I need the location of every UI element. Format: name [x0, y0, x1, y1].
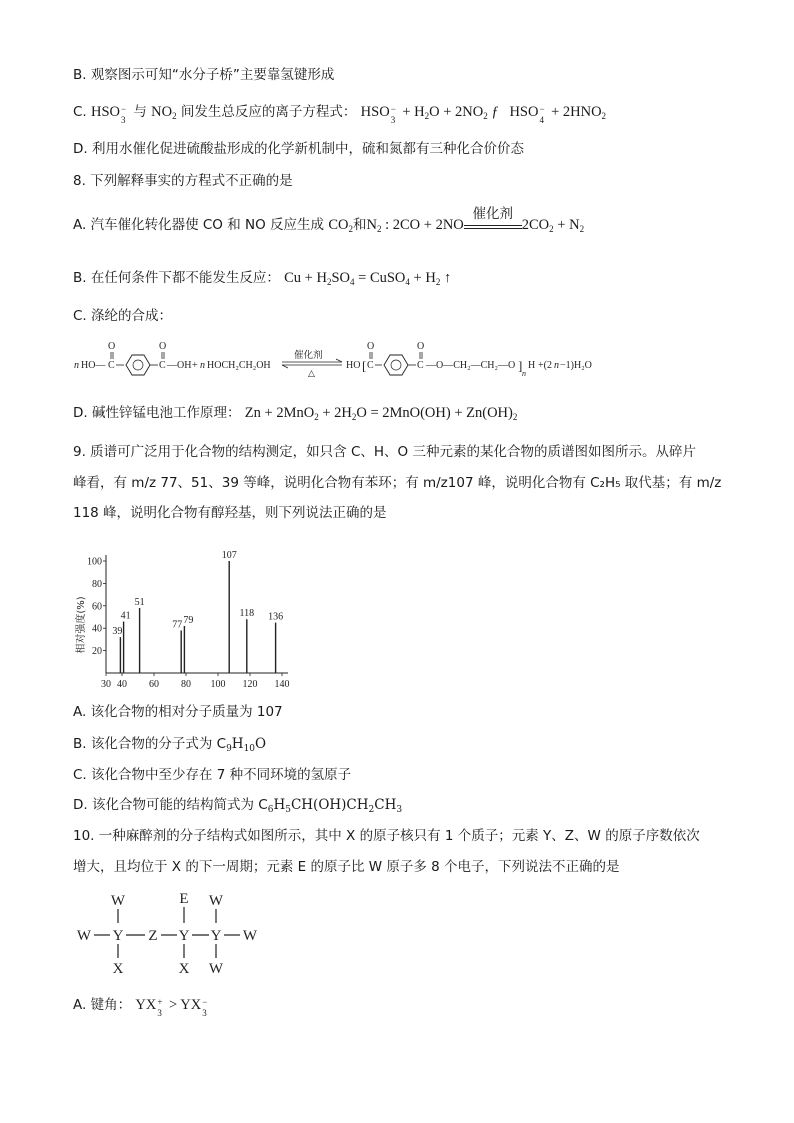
svg-text:催化剂: 催化剂: [294, 350, 323, 361]
q9-option-b: B. 该化合物的分子式为 $C_9H_{10}O$: [73, 736, 267, 754]
svg-text:H: H: [528, 360, 536, 371]
x-tick-label: 100: [210, 679, 226, 690]
x-tick-label: 60: [149, 679, 159, 690]
svg-text:E: E: [179, 891, 189, 907]
x-tick-label: 140: [274, 679, 290, 690]
peak-label-118: 118: [239, 608, 255, 620]
y-tick-label: 100: [87, 556, 102, 568]
q7-option-b: B. 观察图示可知“水分子桥”主要靠氢键形成: [73, 67, 335, 83]
svg-text:C: C: [367, 360, 374, 371]
svg-text:+: +: [192, 360, 198, 371]
svg-text:Y: Y: [178, 928, 190, 944]
svg-text:—O—CH₂—CH₂—O: —O—CH₂—CH₂—O: [426, 360, 516, 371]
y-axis-label: 相对强度(%): [76, 596, 87, 654]
peak-label-79: 79: [183, 614, 194, 626]
q9-option-d: D. 该化合物可能的结构简式为 $C_6H_5CH(OH)CH_2CH_3$: [73, 797, 403, 815]
q9-stem-line3: 118 峰，说明化合物有醇羟基，则下列说法正确的是: [73, 505, 387, 521]
q10-stem-line1: 10. 一种麻醉剂的分子结构式如图所示，其中 X 的原子核只有 1 个质子；元素 Y、Z、W 的原子序数依次: [73, 828, 700, 844]
svg-text:Y: Y: [210, 928, 222, 944]
svg-text:X: X: [178, 961, 190, 977]
svg-text:W: W: [208, 961, 224, 977]
q8-stem: 8. 下列解释事实的方程式不正确的是: [73, 173, 293, 189]
svg-text:Y: Y: [112, 928, 124, 944]
x-tick-label: 80: [181, 679, 191, 690]
q9-stem-line1: 9. 质谱可广泛用于化合物的结构测定，如只含 C、H、O 三种元素的某化合物的质谱图如图所示。从碎片: [73, 444, 696, 460]
svg-text:W: W: [242, 928, 258, 944]
svg-text:Z: Z: [148, 928, 158, 944]
svg-text:O: O: [159, 341, 167, 352]
q8-option-b: B. 在任何条件下都不能发生反应： $Cu + H_2SO_4$ = CuSO$_4$ + $H_2$ ↑: [73, 270, 452, 287]
svg-text:△: △: [308, 368, 315, 378]
peak-label-51: 51: [134, 597, 145, 609]
peak-label-136: 136: [268, 611, 284, 623]
svg-text:]: ]: [518, 358, 523, 373]
svg-text:W: W: [76, 928, 92, 944]
svg-text:X: X: [112, 961, 124, 977]
peak-label-77: 77: [172, 619, 183, 631]
q8-option-d: D. 碱性锌锰电池工作原理： $Zn + 2MnO_2 + 2H_2O = 2MnO(OH) + Zn(OH)_2$: [73, 405, 518, 422]
svg-text:C: C: [417, 360, 424, 371]
svg-text:C: C: [159, 360, 166, 371]
svg-text:O: O: [108, 341, 116, 352]
y-tick-label: 40: [92, 623, 102, 635]
x-tick-label: 40: [117, 679, 127, 690]
x-tick-label: 120: [242, 679, 258, 690]
q7-option-c: C. HSO − 3 与 $NO_2$ 间发生总反应的离子方程式： HSO − 3 + $H_2O + 2NO_2$ ƒ HSO − 4 + $2HNO_2$: [73, 104, 607, 125]
q9-option-a: A. 该化合物的相对分子质量为 107: [73, 704, 283, 720]
peak-label-41: 41: [120, 610, 131, 622]
y-tick-label: 80: [92, 578, 102, 590]
svg-text:—OH: —OH: [167, 360, 192, 371]
svg-text:HO—: HO—: [81, 360, 106, 371]
svg-text:[: [: [362, 358, 367, 373]
svg-text:n: n: [554, 360, 559, 371]
anesthetic-structure-diagram: [70, 885, 280, 980]
svg-text:HO: HO: [346, 360, 361, 371]
svg-text:O: O: [417, 341, 425, 352]
svg-text:n: n: [74, 360, 79, 371]
q9-option-c: C. 该化合物中至少存在 7 种不同环境的氢原子: [73, 767, 352, 783]
q10-option-a: A. 键角： YX + 3 > YX − 3: [73, 997, 208, 1018]
svg-text:C: C: [108, 360, 115, 371]
peak-label-39: 39: [112, 626, 123, 638]
peak-label-107: 107: [221, 550, 237, 561]
svg-text:+(2: +(2: [538, 360, 552, 371]
svg-text:n: n: [522, 369, 526, 378]
polyester-synthesis-equation: [70, 336, 710, 386]
svg-text:n: n: [200, 360, 205, 371]
y-tick-label: 20: [92, 646, 102, 658]
x-tick-label: 30: [101, 679, 111, 690]
catalyst-condition: 催化剂: [464, 218, 522, 229]
svg-text:W: W: [208, 893, 224, 909]
q9-stem-line2: 峰看，有 m/z 77、51、39 等峰，说明化合物有苯环；有 m/z107 峰，说明化合物有 C₂H₅ 取代基；有 m/z: [73, 475, 722, 491]
svg-text:O: O: [367, 341, 375, 352]
svg-text:W: W: [110, 893, 126, 909]
svg-text:HOCH₂CH₂OH: HOCH₂CH₂OH: [207, 360, 271, 371]
svg-text:−1)H₂O: −1)H₂O: [560, 360, 592, 371]
y-tick-label: 60: [92, 601, 102, 613]
q8-option-c: C. 涤纶的合成：: [73, 308, 173, 324]
mass-spectrum-chart: [70, 545, 310, 693]
q10-stem-line2: 增大，且均位于 X 的下一周期；元素 E 的原子比 W 原子多 8 个电子，下列说法不正确的是: [73, 859, 620, 875]
q7-option-d: D. 利用水催化促进硫酸盐形成的化学新机制中，硫和氮都有三种化合价价态: [73, 141, 524, 157]
q8-option-a: A. 汽车催化转化器使 CO 和 NO 反应生成 $CO_2$和$N_2$ : 2CO + 2NO 催化剂 $2CO_2 + N_2$: [73, 206, 585, 234]
